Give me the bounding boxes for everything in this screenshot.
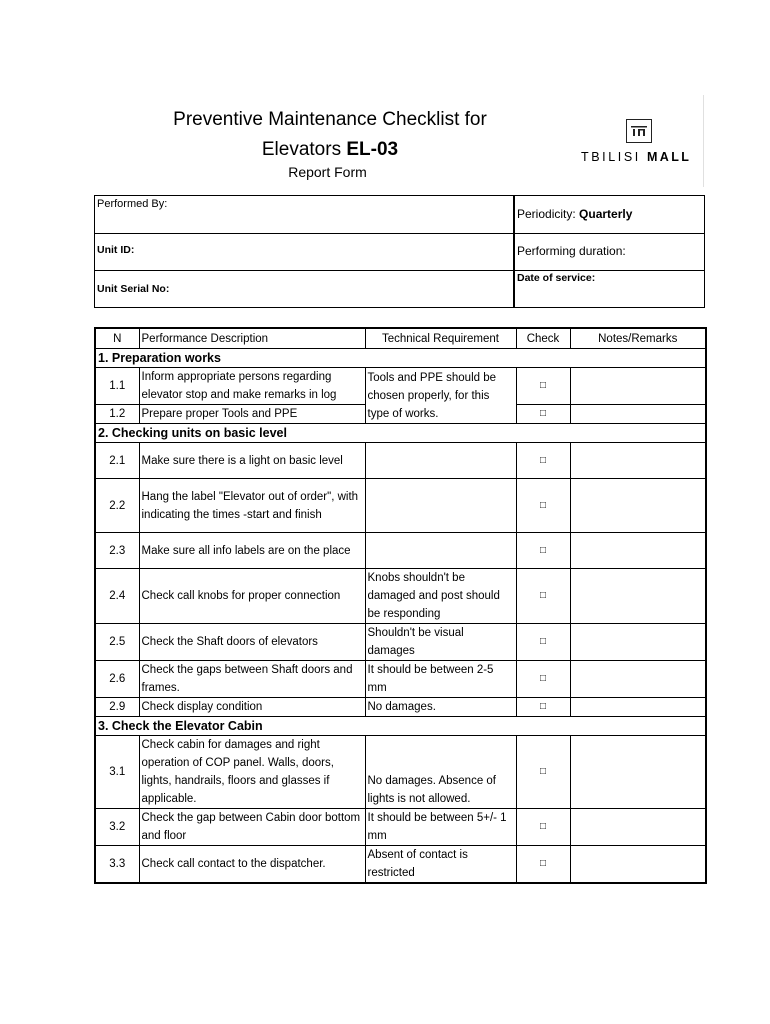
row-description: Check cabin for damages and right operation of COP panel. Walls, doors, lights, handrails, floors and glasses if applicable. [139,736,365,809]
notes-cell[interactable] [570,809,706,846]
checklist-table [94,327,707,884]
row-requirement: No damages. Absence of lights is not allowed. [365,736,516,809]
row-number: 3.1 [95,736,139,809]
row-description: Check the gaps between Shaft doors and frames. [139,661,365,698]
info-row-1 [95,196,704,234]
check-box[interactable]: □ [516,569,570,624]
check-box[interactable]: □ [516,443,570,479]
row-number: 2.6 [95,661,139,698]
section-row [95,717,706,736]
notes-cell[interactable] [570,368,706,405]
row-description: Check the gap between Cabin door bottom and floor [139,809,365,846]
row-description: Prepare proper Tools and PPE [139,405,365,424]
info-block [94,195,705,308]
row-requirement [365,479,516,533]
row-number: 2.4 [95,569,139,624]
row-number: 1.1 [95,368,139,405]
logo-wordmark: TBILISI MALL [581,150,692,164]
periodicity-value: Quarterly [579,207,633,221]
section-row [95,349,706,368]
table-row [95,569,706,624]
performed-by-label: Performed By: [97,198,168,210]
document-title-line1: Preventive Maintenance Checklist for [173,109,487,130]
col-header-check: Check [516,328,570,349]
section-title: 1. Preparation works [95,349,706,368]
unit-id-label: Unit ID: [97,244,135,256]
notes-cell[interactable] [570,624,706,661]
table-row [95,479,706,533]
check-box[interactable]: □ [516,698,570,717]
notes-cell[interactable] [570,443,706,479]
row-number: 1.2 [95,405,139,424]
document-title-line2 [95,138,565,162]
row-description: Make sure all info labels are on the place [139,533,365,569]
notes-cell[interactable] [570,533,706,569]
row-number: 2.9 [95,698,139,717]
row-description: Inform appropriate persons regarding elevator stop and make remarks in log [139,368,365,405]
notes-cell[interactable] [570,405,706,424]
row-number: 2.1 [95,443,139,479]
check-box[interactable]: □ [516,405,570,424]
notes-cell[interactable] [570,569,706,624]
title-prefix: Elevators [261,139,347,160]
table-row [95,736,706,809]
row-number: 3.3 [95,846,139,884]
periodicity-field: Periodicity: Quarterly [517,207,633,221]
row-requirement: Shouldn't be visual damages [365,624,516,661]
table-row [95,624,706,661]
row-requirement [365,443,516,479]
row-description: Hang the label "Elevator out of order", with indicating the times -start and finish [139,479,365,533]
col-header-notes: Notes/Remarks [570,328,706,349]
row-requirement: Absent of contact is restricted [365,846,516,884]
row-description: Check call knobs for proper connection [139,569,365,624]
notes-cell[interactable] [570,736,706,809]
section-row [95,424,706,443]
col-header-description: Performance Description [139,328,365,349]
check-box[interactable]: □ [516,479,570,533]
section-title: 3. Check the Elevator Cabin [95,717,706,736]
table-row [95,661,706,698]
col-header-n: N [95,328,139,349]
row-requirement: It should be between 2-5 mm [365,661,516,698]
notes-cell[interactable] [570,846,706,884]
equipment-code: EL-03 [346,139,399,160]
row-requirement: Tools and PPE should be chosen properly, for this type of works. [365,368,516,424]
row-number: 2.3 [95,533,139,569]
row-number: 3.2 [95,809,139,846]
row-requirement: Knobs shouldn't be damaged and post should be responding [365,569,516,624]
section-title: 2. Checking units on basic level [95,424,706,443]
row-description: Check the Shaft doors of elevators [139,624,365,661]
row-description: Check display condition [139,698,365,717]
table-row [95,443,706,479]
date-of-service-label: Date of service: [517,272,596,284]
row-number: 2.5 [95,624,139,661]
row-description: Check call contact to the dispatcher. [139,846,365,884]
notes-cell[interactable] [570,661,706,698]
info-row-2 [95,233,704,271]
check-box[interactable]: □ [516,368,570,405]
table-header-row [95,328,706,349]
col-header-requirement: Technical Requirement [365,328,516,349]
table-row [95,809,706,846]
row-requirement: No damages. [365,698,516,717]
table-row [95,533,706,569]
unit-serial-label: Unit Serial No: [97,283,170,295]
check-box[interactable]: □ [516,624,570,661]
performing-duration-label: Performing duration: [517,244,626,258]
page-edge-line [703,95,704,187]
check-box[interactable]: □ [516,809,570,846]
row-requirement [365,533,516,569]
check-box[interactable]: □ [516,846,570,884]
info-row-3 [95,270,704,307]
notes-cell[interactable] [570,479,706,533]
row-description: Make sure there is a light on basic level [139,443,365,479]
table-row [95,368,706,405]
building-logo-icon [626,119,652,143]
check-box[interactable]: □ [516,533,570,569]
table-row [95,846,706,884]
check-box[interactable]: □ [516,736,570,809]
document-subtitle: Report Form [288,164,367,180]
row-requirement: It should be between 5+/- 1 mm [365,809,516,846]
check-box[interactable]: □ [516,661,570,698]
table-row [95,698,706,717]
notes-cell[interactable] [570,698,706,717]
row-number: 2.2 [95,479,139,533]
